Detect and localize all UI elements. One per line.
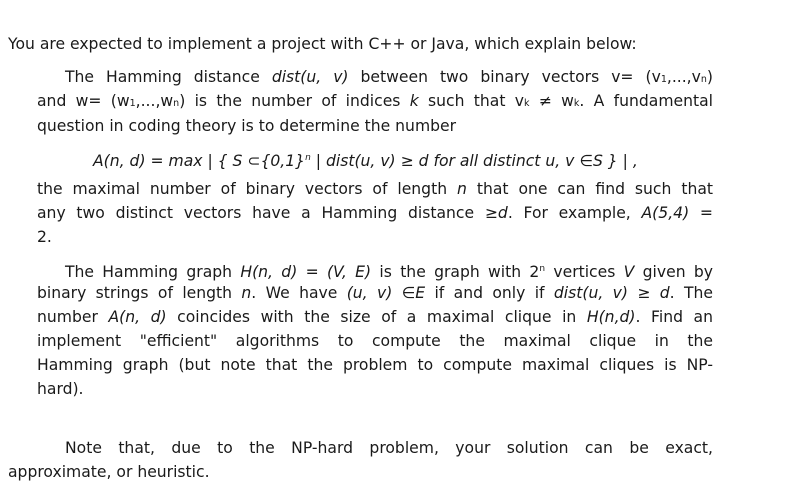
- note-line-2: approximate, or heuristic.: [8, 463, 210, 481]
- p2-line-3: number A(n, d) coincides with the size of a maximal clique in H(n,d). Find an: [37, 308, 714, 326]
- p1-line-4: the maximal number of binary vectors of length n that one can find such that: [37, 180, 713, 198]
- p1-line-2: and w= (w1,...,wn) is the number of indices k such that vk ≠ wk. A fundamental: [37, 92, 713, 110]
- p2-line-6: hard).: [37, 380, 84, 398]
- p1-line-5: any two distinct vectors have a Hamming distance ≥d. For example, A(5,4) =: [37, 204, 713, 222]
- note-line-1: Note that, due to the NP-hard problem, your solution can be exact,: [65, 439, 713, 457]
- p1-formula: A(n, d) = max | { S $\subset\{0,1\}^n$ | dist(u, v) ≥ d for all distinct u, v ∈S } | ,: [93, 152, 638, 170]
- p1-line-6: 2.: [37, 228, 52, 246]
- p1-line-3: question in coding theory is to determine the number: [37, 117, 457, 135]
- intro-text: You are expected to implement a project with C++ or Java, which explain below:: [8, 35, 637, 53]
- p2-line-4: implement "efficient" algorithms to compute the maximal clique in the: [37, 332, 713, 350]
- p2-line-5: Hamming graph (but note that the problem to compute maximal cliques is NP-: [37, 356, 713, 374]
- p2-line-1: The Hamming graph H(n, d) = (V, E) is the graph with 2$^n$ vertices V given by: [65, 263, 714, 281]
- p1-line-1: The Hamming distance dist(u, v) between two binary vectors v= (v1,...,vn): [65, 68, 713, 86]
- p2-line-2: binary strings of length n. We have (u, v) ∈E if and only if dist(u, v) ≥ d. The: [37, 284, 713, 302]
